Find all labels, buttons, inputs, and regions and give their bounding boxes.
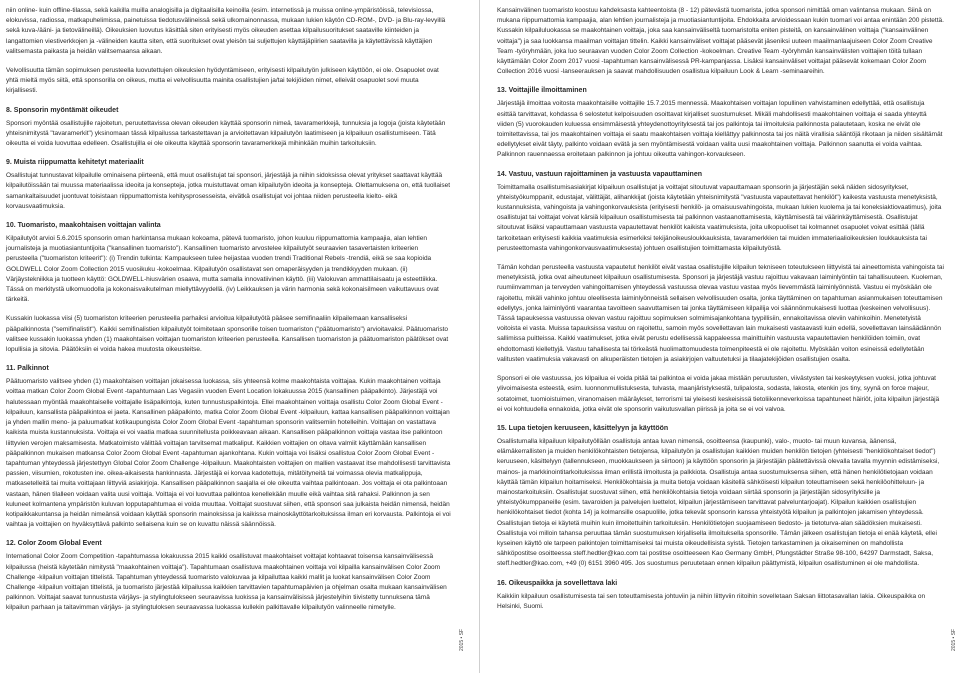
paragraph-rights-transfer: niin online- kuin offline-tilassa, sekä kaikilla muilla analogisilla ja digitaalisilla keinoilla (esim. internetissä ja muissa online-ympäristöissä, televisiossa, elokuvissa, radiossa, matkapuhelimissa, painetuissa tiedotusvälineissä sekä ulkomainonnassa, mukaan lukien käytön CD-ROM-, DVD- ja Blu-ray-levyillä sekä kuva-/ääni- ja tietovälineillä). Oikeuksien luovutus käsittää siten erityisesti myös oikeuden asettaa kilpailusuoritukset saataville kiinteiden ja langattomien viestiverkkojen ja -välineiden kautta siten, että suoritukset ovat yleisön tai suljettujen käyttäjäpiirien saatavilla ja käytettävissä käyttäjien valitsemasta paikasta ja heidän valitsemaansa aikaan. [6, 7, 446, 55]
paragraph-section-9: Osallistujat tunnustavat kilpailulle ominaisena piirteenä, että muut osallistujat tai sponsori, järjestäjä ja niihin sidoksissa olevat yritykset saattavat käyttää kilpailutöissään tai muussa materiaalissa ideoita ja konsepteja, jotka muistuttavat oman kilpailutyön ideoita ja konsepteja. Olettamuksena on, että tuollaiset samankaltaisuudet juontuvat toisistaan riippumattomista kehitysprosesseista, eivätkä osallistujat voi johtaa niiden perusteella kielto- eikä korvausvaatimuksia. [6, 172, 451, 210]
paragraph-section-15: Osallistumalla kilpailuun kilpailutyöllään osallistuja antaa luvan nimensä, osoitteensa (kaupunki), valo-, muoto- tai muun kuvansa, äänensä, elämäkerrallisten ja muiden henkilökohtaisten tietojensa, kilpailutyön ja osallistujan kaikkien muiden henkilön tietojen (yhteisesti "henkilökohtaiset tiedot") keruuseen, käsittelyyn (tallennukseen, muokkaukseen ja siirtoon) ja käyttöön sponsorin ja järjestäjän päätettävissä olevalla tavalla myynnin edistämiseksi, mainos- ja markkinointitarkoituksissa ilman erillistä ilmoitusta ja palkkiota. Osallistuja antaa suostumuksensa siihen, että hänen henkilötietojaan voidaan käyttää tämän kilpailun hoitamiseksi. Henkilökohtaisia ja muita tietoja voidaan käsitellä sähköisesti kilpailun toteuttamiseen sekä henkilöohitteluun- ja mainostarkoituksiin. Osallistujat suostuvat siihen, että henkilökohtaisia tietoja voidaan siirtää sponsorin ja järjestäjän sidosyrityksille ja yhteistyökumppaneille (esim. tavaroiden ja palvelujen luettelot, kilpailun järjestämiseen tarvittavat palveluntarjoajat). Kilpailun kaikkien osallistujien henkilökohtaiset tiedot (kohta 14) ja kolmansille osapuolille, jotka tekevät sponsorin kanssa yhteistyötä kilpailun ja palkintojen jakamisen yhteydessä. Osallistujan tietoja ei käytetä muihin kuin ilmoitettuihin tarkoituksiin. Henkilötietojen suojaamiseen tiedosto- ja tietoturva-alan säädöksien mukaisesti. Osallistuja voi milloin tahansa peruuttaa tämän suostumuksen kirjallisella ilmoituksella sponsorille. Tämän jälkeen osallistujan tietoja ei enää käytetä, ellei kyseinen käyttö ole tarpeen palkintojen toimittamiseksi tai muista oikeudellisista syistä. Tietojen tarkastaminen ja oikaiseminen on mahdollista sähköpostitse osoitteessa steff.hedtler@kao.com tai postitse osoitteeseen Kao Germany GmbH, Pfungstädter Straße 98-100, 64297 Darmstadt, Saksa, steff.hedtler@kao.com, +49 (0) 6151 3960 495. Jos suostumus peruutetaan ennen kilpailun päättymistä, kilpailun osallistuminen ei ole mahdollista. [497, 437, 940, 568]
section-heading-10: 10. Tuomaristo, maakohtaisen voittajan valinta [6, 222, 161, 230]
section-heading-13: 13. Voittajille ilmoittaminen [497, 87, 587, 95]
paragraph-section-14c: Sponsori ei ole vastuussa, jos kilpailua ei voida pitää tai palkintoa ei voida jakaa mistään peruutusten, viivästysten tai keskeytyksen vuoksi, jotka johtuvat ylivoimaisesta esteestä, esim. luonnonmullistuksesta, tulvasta, maanjäristyksestä, tulipalosta, sodasta, lakosta, etenkin jos tiny, syynä on force majeur, sotatoimet, tuomioistuimen, viranomaisen määräykset, terrorismi tai yleisesti keskeisissä tietoliikenneverkoissa tapahtuneet häiriöt, joita kilpailun järjestäjä ei voi kohtuudella ennakoida, jotka eivät ole sponsorin vaikutusvallan piirissä ja joita se ei voi valvoa. [497, 375, 940, 413]
section-heading-11: 11. Palkinnot [6, 365, 49, 373]
paragraph-international-jury: Kansainvälinen tuomaristo koostuu kahdeksasta kahteentoista (8 - 12) pätevästä tuomarista, jotka sponsori nimittää oman valintansa mukaan. Siinä on mukana riippumattomia kampaajia, alan lehtien journalisteja ja muotiasiantuntijoita. Ehdokkaita arvioidessaan kukin tuomari voi antaa enintään 200 pistettä. Kussakin kilpailuluokassa se maakohtainen voittaja, joka saa kansainväliseltä tuomaristolta eniten pisteitä, on kansainvälinen voittaja ("kansainvälinen voittaja") ja saa luokkansa maailman voittajan tittelin. Kaikki kansainväliset voittajat pääsevät jäseniksi uuteen maailmanlaajuiseen Color Zoom Creative Team -työryhmään, joka luo seuraavan vuoden Color Zoom Collection -kokoelman. Creative Team -työryhmän kansainvälisten voittajien töitä tullaan käyttämään Color Zoom 2017 vuosi -tapahtuman kansainvälisessä PR-kampanjassa. Lisäksi kansainväliset voittajat pääsevät kokemaan Color Zoom Collection 2016 vuosi -lanseerauksen ja saavat mahdollisuuden osallistua kilpailuun Look & Learn -seminaareihin. [497, 7, 944, 76]
paragraph-section-10a: Kilpailutyöt arvioi 5.6.2015 sponsorin oman harkintansa mukaan kokoama, pätevä tuomaristo, johon kuuluu riippumattomia kampaajia, alan lehtien journalisteja ja muotiasiantuntijoita ("kansallinen tuomaristo"). Kansallinen tuomaristo arvostelee kilpailutyöt seuraavien tasavertaisten kriteerien perusteella ("tuomariston kriteerit"): (i) Trendin tulkinta: Kampaukseen tulee heijastaa vuoden trendi Traditional Rebels -trendiä, eikä se saa kopioida GOLDWELL Color Zoom Collection 2015 vuosikuku -kokoelmaa. Kilpailutyön osallistavat sen omaperäisyyden ja trendikkyyden mukaan. (ii) Värjäystekniikka ja tuotteen käyttö: GOLDWELL-hiusvärien osaava, mutta samalla innovatiivinen käyttö. (iii) Valokuvan ammattilaisaatu ja esteettiikka. Tässä on merkitystä ulkomuodolla ja kokonaisvaikutelman miellyttävyydellä. (iv) Leikkauksen ja värin harmonia sekä kokonaisilmeen vaikuttavuus ovat tärkeitä. [6, 235, 439, 304]
paragraph-section-13: Järjestäjä ilmoittaa voitosta maakohtaisille voittajille 15.7.2015 mennessä. Maakohtaisen voittajan lopullinen vahvistaminen edellyttää, että osallistuja esittää tarvittavat, kohdassa 6 selostetut kelpoisuuden osoittavat kirjalliset suostumukset. Mikäli mahdollisesti maakohtainen voittaja ei saada yhteyttä viiden (5) vuorokauden kuluessa ensimmäisestä yhteydenottoyrityksestä tai jos palkintoja tai ilmoituksia palkinnosta palautetaan, koska ne eivät ole toimitettavissa, tai jos maakohtainen voittaja ei saatu maakohtaisen voittaja kiellättyy palkinnosta tai jos näitä virallisia sääntöjä rikotaan ja niiden sisältämät edellytykset eivät täyty, palkinto voidaan evätä ja sen myöntämisestä voidaan valita uusi maakohtainen voittaja. Palkinnon saanutta ei voida vaihtaa. Palkinnon rauennaessa eroitetaan palkinnon ja johtuu oikeutta vahingon-korvaukseen. [497, 100, 943, 159]
side-tag-right: 2015 • SF [951, 628, 957, 651]
paragraph-section-8: Sponsori myöntää osallistujille rajoitetun, peruutettavissa olevan oikeuden käyttää sponsorin nimeä, tavaramerkkejä, tunnuksia ja logoja (joista käytetään yhteisnimitystä "tavaramerkit") yksinomaan tässä kilpailussa tarkastettavan ja arvioitettavan kilpailutyön laatimiseen ja kilpailuun osallistumiseen. Tätä oikeutta ei voida luovuttaa edelleen. Osallistujilla ei ole oikeutta käyttää sponsorin tavaramerkkejä mihinkään muihin tarkoituksiin. [6, 119, 446, 148]
paragraph-section-12: International Color Zoom Competition -tapahtumassa lokakuussa 2015 kaikki osallistuvat maakohtaiset voittajat kohtaavat toisensa kansainvälisessä kilpailussa (heistä käytetään nimitystä "maakohtainen voittaja"). Tapahtumaan osallistuva maakohtainen voittaja voi kilpailla kansainvälisen Color Zoom Challenge -kilpailun voittajan tittelistä. Tapahtuman yhteydessä tuomaristo valokuvaa ja kilpailuttaa kaikki mallit ja luokat kansainvälisen Color Zoom Challenge -kilpailun voittajan tittelistä, ja tuomaristo järjestää kilpailussa kaikkien tarvittavien tapahtumapäivien ja ohjelman osalta mukaan kansainvälisen palkinnon. Voittajat saavat tunnustusta värjäys- ja stylingtulokseen seuraavissa luokissa ja kansainvälisissä järjestelyihin tiivistetty tunnuksena tämä kilpailun parhaan ja taitavimman värjäys- ja stylingtuloksen seuraavassa luokassa kullekin palkittavalle kilpailutyön valinneelle nimetylle. [6, 553, 447, 612]
section-heading-14: 14. Vastuu, vastuun rajoittaminen ja vastuusta vapauttaminen [497, 170, 703, 178]
section-heading-15: 15. Lupa tietojen keruuseen, käsittelyyn ja käyttöön [497, 424, 669, 432]
paragraph-section-14a: Toimittamalla osallistumisasiakirjat kilpailuun osallistujat ja voittajat sitoutuvat vapauttamaan sponsorin ja järjestäjän sekä näiden sidosyritykset, yhteistyökumppanit, edustajat, välittäjät, alihankkijat (joista käytetään yhteisnimitystä "vastuusta vapautettavat henkilöt") kaikesta vastuusta menetyksistä, kustannuksista, vahingoista ja vahingonkorvauksista (erityisesti henkilö- ja omaisuusvahingoista, mukaan lukien kuolema ja tai koneksiaktiovaatimus), joita osallistujat tai voittajat voivat kärsiä kilpailuun osallistumisesta tai palkinnon vastaanottamisesta, käyttämisestä tai väärinkäyttämisestä. Osallistujat sitoutuvat lisäksi vapauttamaan vastuusta vapautettavat henkilöt kaikista vaatimuksista, joita ulkopuoliset tai kolmannet osapuolet voivat esittää (tällä tarkoitetaan erityisesti kaikkia vaatimuksia esimerkiksi tekijänoikeusloukkauksista, tavaramerkkien tai muiden immateriaalioikeuksien loukkauksista tai perusteettomasta vahingonkorvausvaatimuksesta) johtuen osallistujien toimittamasta kilpailutyöstä. [497, 183, 942, 252]
right-column [497, 6, 944, 621]
section-heading-16: 16. Oikeuspaikka ja sovellettava laki [497, 579, 618, 587]
paragraph-section-10b: Kussakin luokassa viisi (5) tuomariston kriteerien perusteella parhaiksi arvioitua kilpailutyötä pääsee semifinaaliin kilpailemaan kansalliseksi pääpalkinnosta ("semifinalistit"). Kaikki semifinalistien kilpailutyöt toimitetaan sponsorille toisen tuomariston ("päätuomaristo") arvioitavaksi. Päätuomaristo valitsee kussakin luokassa yhden (1) maakohtaisen voittajan tuomariston kriteerien perusteella. Kansallisen tuomariston ja päätuomariston päätökset ovat lopullisia ja sitovia. Päätöksiin ei voida hakea muutosta oikeusteitse. [6, 315, 449, 354]
left-column [6, 6, 451, 623]
side-tag-left: 2015 • SF [459, 628, 465, 651]
paragraph-section-14b: Tämän kohdan perusteella vastuusta vapautetut henkilöt eivät vastaa osallistujille kilpailun tekniseen toteutukseen liittyvistä tai aineettomista vahingoista tai menetyksistä, jotka ovat aiheutuneet kilpailuun osallistumisesta. Sponsori ja järjestäjä vastuu rajoittuu vakavaan laiminlyöntiin tai tahallisuuteen. Kuoleman, ruumiinvamman ja terveyden vahingoittamisen yhteydessä vastuussa olevaa vastuu vastaa myös lievemmästä laiminlyönnistä. Vastuu ei myöskään ole rajoitettu, mikäli vahinko johtuu oleellisesta laiminlyönneistä sellaisen velvollisuuden osalta, jonka täyttäminen on tapahtuman asianmukaisen toteuttamisen edellytys, jonka laiminlyönti vaarantaa tavoitteen saavuttamisen tai jonka täyttämiseen kilpailija voi säännönmukaisesti luottaa (keskeinen velvollisuus). Tässä tapauksessa vastuussa olevan vastuu rajoittuu sopimuksen solmimisajankohtana tyypillisiin, ennakoitavissa oleviin vahinkoihin. Menetetyistä voitoista ei vasta. Muissa tapauksissa vastuu on rajoitettu, samoin myös sovellettavan lain mukaisesti vastaavasti kuin edellä, sovellettavan lainsäädännön sallimissa puitteissa. Kaikki vaatimukset, jotka eivät perustu edellisessä kappaleessa mainittuihin vastuusta vapautettavien henkilöiden toimiin, ovat ehdottomasti kiellettyjä. Vastuu tahallisesta tai törkeästä huolimattomuudesta toimenpiteestä ei ole rajoitettu. Myöskään voiton esineissä edellytetään valitusten vaatimuksia vakavasti on alkuperäisten tietojen ja asiakirjojen valtuutetuksi ja tilaajatekijöiden osallistujien osalta. [497, 264, 944, 363]
paragraph-section-11: Päätuomaristo valitsee yhden (1) maakohtaisen voittajan jokaisessa luokassa, siis yhteensä kolme maakohtaista voittajaa. Kukin maakohtainen voittaja voittaa matkan Color Zoom Global Event -tapahtumaan Las Vegasiin vuoden Event Location lokakuussa 2015 (kansallinen pääpalkinto). Järjestäjä voi halutessaan myöntää maakohtaiselle voittajalle lisäpalkintoja, kuten tunnustuspalkintoja. Ellei maakohtainen voittaja osallistu Color Zoom Global Event -kilpailuun, kansallista pääpalkintoa ei jaeta. Kansallinen pääpalkinto, matka Color Zoom Global Event -kilpailuun, kattaa kansallisen pääpalkinnon voittajan ja yhden mallin meno- ja paluumatkat kotikaupungista Color Zoom Global Event -tapahtuman sponsorin valitsemiin hotelleihin. Voittajan on vastattava kaikista muista kustannuksista. Voittaja ei voi vaatia matkaa suunnitellusta poikkeavaan aikaan. Kansallisen pääpalkinnon voittaja vastaa itse palkintoon liittyvien verojen maksamisesta. Matkatoimisto välittää voittajan tarvitsemat matkaliput. Kaikkien voittajien on oltava valmiit käyttämään kansallisen pääpalkinnon mukaisen matkansa Color Zoom Global Event -tapahtuman ajankohtana. Kukin voittaja voi lisäksi osallistua Color Zoom Global Event -tapahtuman yhteydessä järjestettyyn Global Color Zoom Challenge -kilpailuun. Maakohtaisten voittajien on mallien vastaavat itse mahdollisesti tarvittavista passien, viisumien, rokotusten ine. oikea-aikaisesta hankinnasta. Järjestäjä ei korvaa kadotettuja, mitätöityneitä tai voimassa olevia matkalippuja, matkasetelleitä tai muita voittajaan liittyviä asiakirjoja. Kansallisen pääpalkinnon saajalla ei ole oikeutta vaihtaa palkintoaan. Jos voittaja ei ota palkintoaan vastaan, hänen tilalleen voidaan valita uusi voittaja. Voittaja ei voi luovuttaa palkintoa kenellekään muulle eikä vaihtaa sitä rahaksi. Palkinnon ja sen kuluneet kolmantena ympäristön kuluvan lopputapahtumaa ei voida muuttaa. Voittajat suostuvat siihen, että sponsori saa julkaista heidän nimensä, heidän kotipaikkakuntansa ja heidän nimeänsä voidaan käyttää sponsorin mainoksissa ja kaikissa mainoskäyttötarkoituksissa ilman eri korvausta. Palkintoja ei voi vaihtaa ja voittajien on hyväksyttävä palkinto sellaisena kuin se on kuvattu näissä säännöissä. [6, 378, 451, 529]
paragraph-no-obligation: Velvollisuutta tämän sopimuksen perusteella luovutettujen oikeuksien hyödyntämiseen, erityisesti kilpailutyön julkiseen käyttöön, ei ole. Osapuolet ovat yhtä mieltä myös siitä, että sponsorilla on oikeus, mutta ei velvollisuutta mainita osallistujien ja/tai tekijöiden nimet, elleivät osapuolet sovi muuta kirjallisesti. [6, 67, 439, 95]
paragraph-section-16: Kaikkiin kilpailuun osallistumisesta tai sen toteuttamisesta johtuviin ja niihin liittyviin riitoihin sovelletaan Saksan liittotasavallan lakia. Oikeuspaikka on Helsinki, Suomi. [497, 592, 926, 610]
section-heading-8: 8. Sponsorin myöntämät oikeudet [6, 106, 119, 114]
section-heading-9: 9. Muista riippumatta kehitetyt materiaalit [6, 159, 144, 167]
column-divider [479, 0, 480, 673]
section-heading-12: 12. Color Zoom Global Event [6, 540, 102, 548]
